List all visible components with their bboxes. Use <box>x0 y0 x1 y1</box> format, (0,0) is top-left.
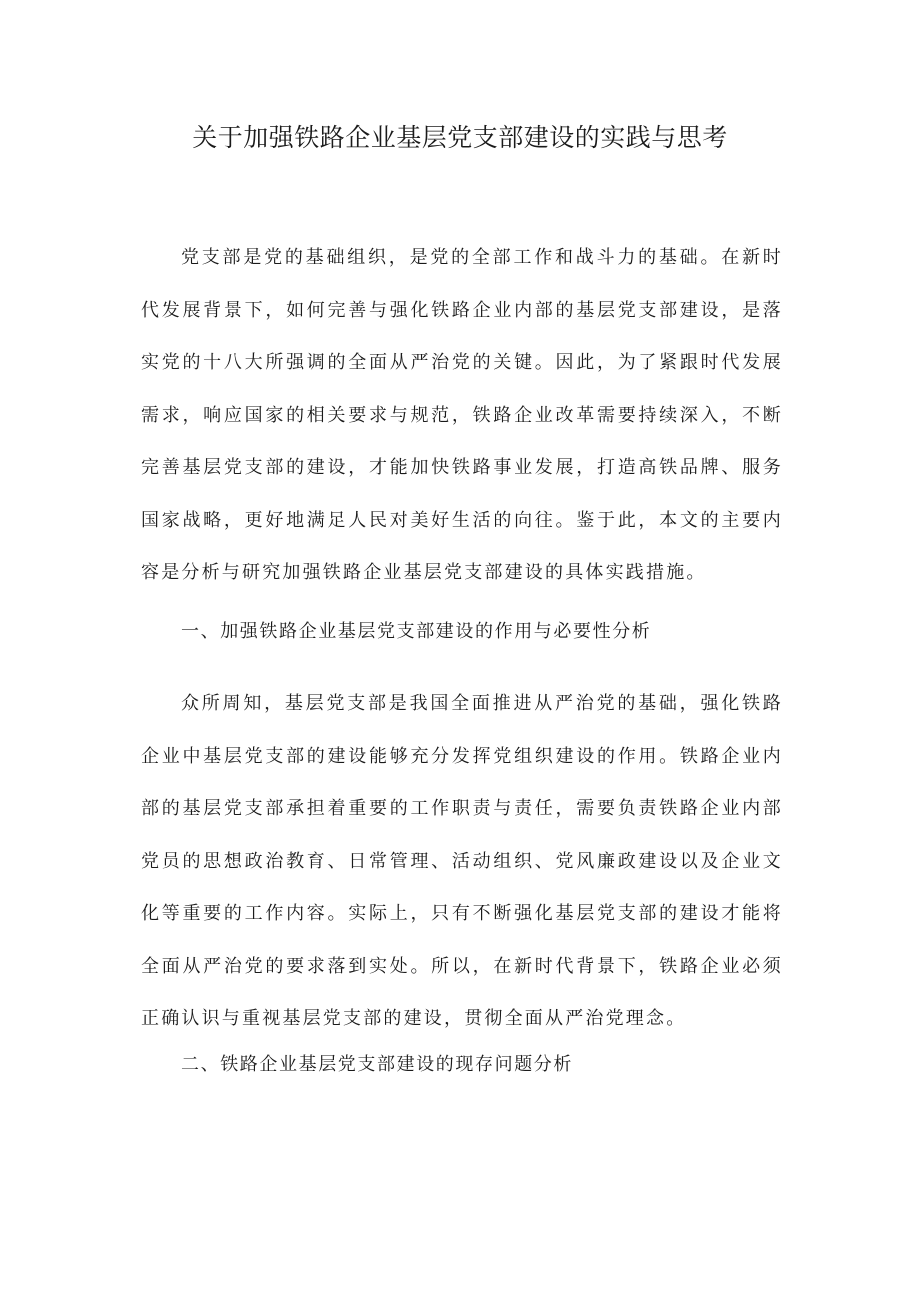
document-title: 关于加强铁路企业基层党支部建设的实践与思考 <box>192 123 728 152</box>
section-heading-2: 二、铁路企业基层党支部建设的现存问题分析 <box>181 1054 573 1075</box>
body-paragraph-intro: 党支部是党的基础组织，是党的全部工作和战斗力的基础。在新时代发展背景下，如何完善与强化铁路企业内部的基层党支部建设，是落实党的十八大所强调的全面从严治党的关键。因此，为了紧跟时代发展需求，响应国家的相关要求与规范，铁路企业改革需要持续深入，不断完善基层党支部的建设，才能加快铁路事业发展，打造高铁品牌、服务国家战略，更好地满足人民对美好生活的向往。鉴于此，本文的主要内容是分析与研究加强铁路企业基层党支部建设的具体实践措施。 <box>141 247 783 583</box>
section-heading-1: 一、加强铁路企业基层党支部建设的作用与必要性分析 <box>181 621 652 642</box>
body-paragraph-section-1: 众所周知，基层党支部是我国全面推进从严治党的基础，强化铁路企业中基层党支部的建设能够充分发挥党组织建设的作用。铁路企业内部的基层党支部承担着重要的工作职责与责任，需要负责铁路企业内部党员的思想政治教育、日常管理、活动组织、党风廉政建设以及企业文化等重要的工作内容。实际上，只有不断强化基层党支部的建设才能将全面从严治党的要求落到实处。所以，在新时代背景下，铁路企业必须正确认识与重视基层党支部的建设，贯彻全面从严治党理念。 <box>141 693 783 1029</box>
